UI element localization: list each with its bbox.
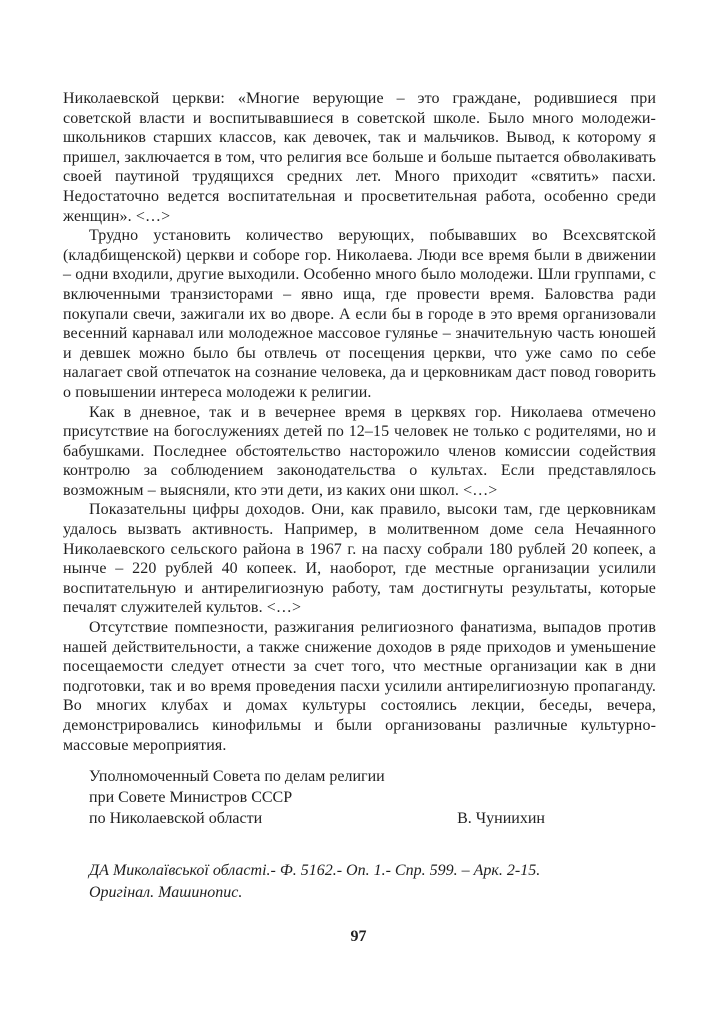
signature-name: В. Чуниихин <box>457 810 545 828</box>
body-paragraph: Как в дневное, так и в вечернее время в церквях гор. Николаева отмечено присутствие на богослужениях детей по 12–15 человек не только с родителями, но и бабушками. Последнее обстоятельство насторожило членов комиссии содействия контролю за соблюдением законодательства о культах. Если представлялось возможным – выясняли, кто эти дети, из каких они школ. <…> <box>63 403 656 499</box>
signature-block <box>63 766 656 829</box>
document-body <box>63 89 656 904</box>
archive-reference-line: ДА Миколаївської області.- Ф. 5162.- Оп. 1.- Спр. 599. – Арк. 2-15. <box>89 862 541 880</box>
body-paragraph: Отсутствие помпезности, разжигания религиозного фанатизма, выпадов против нашей действительности, а также снижение доходов в ряде приходов и уменьшение посещаемости следует отнести за счет того, что местные организации как в дни подготовки, так и во время проведения пасхи усилили антирелигиозную пропаганду. Во многих клубах и домах культуры состоялись лекции, беседы, вечера, демонстрировались кинофильмы и были организованы различные культурно-массовые мероприятия. <box>63 619 656 754</box>
body-paragraph: Трудно установить количество верующих, побывавших во Всехсвятской (кладбищенской) церкви и соборе гор. Николаева. Люди все время были в движении – одни входили, другие выходили. Особенно много было молодежи. Шли группами, с включенными транзисторами – явно ища, где провести время. Баловства ради покупали свечи, зажигали их во дворе. А если бы в городе в это время организовали весенний карнавал или молодежное массовое гулянье – значительную часть юношей и девшек можно было бы отвлечь от посещения церкви, что уже само по себе налагает свой отпечаток на сознание человека, да и церковникам даст повод говорить о повышении интереса молодежи к религии. <box>63 227 656 401</box>
archive-reference <box>63 860 656 904</box>
archive-reference-line: Оригінал. Машинопис. <box>89 884 243 902</box>
signature-row <box>89 808 545 829</box>
body-paragraph: Показательны цифры доходов. Они, как правило, высоки там, где церковникам удалось вызвать активность. Например, в молитвенном доме села Нечаянного Николаевского сельского района в 1967 г. на пасху собрали 180 рублей 20 копеек, а нынче – 220 рублей 40 копеек. И, наоборот, где местные организации усилили воспитательную и антирелигиозную работу, там достигнуты результаты, которые печалят служителей культов. <…> <box>63 501 656 617</box>
body-paragraph: Николаевской церкви: «Многие верующие – это граждане, родившиеся при советской власти и воспитывавшиеся в советской школе. Было много молодежи-школьников старших классов, как девочек, так и мальчиков. Вывод, к которому я пришел, заключается в том, что религия все больше и больше пытается обволакивать своей паутиной трудящихся средних лет. Много приходит «святить» пасхи. Недостаточно ведется воспитательная и просветительная работа, особенно среди женщин». <…> <box>63 90 656 225</box>
page-number: 97 <box>350 928 367 945</box>
signature-line: Уполномоченный Совета по делам религии <box>89 768 385 786</box>
signature-line: по Николаевской области <box>89 810 263 828</box>
signature-line: при Совете Министров СССР <box>89 789 293 807</box>
